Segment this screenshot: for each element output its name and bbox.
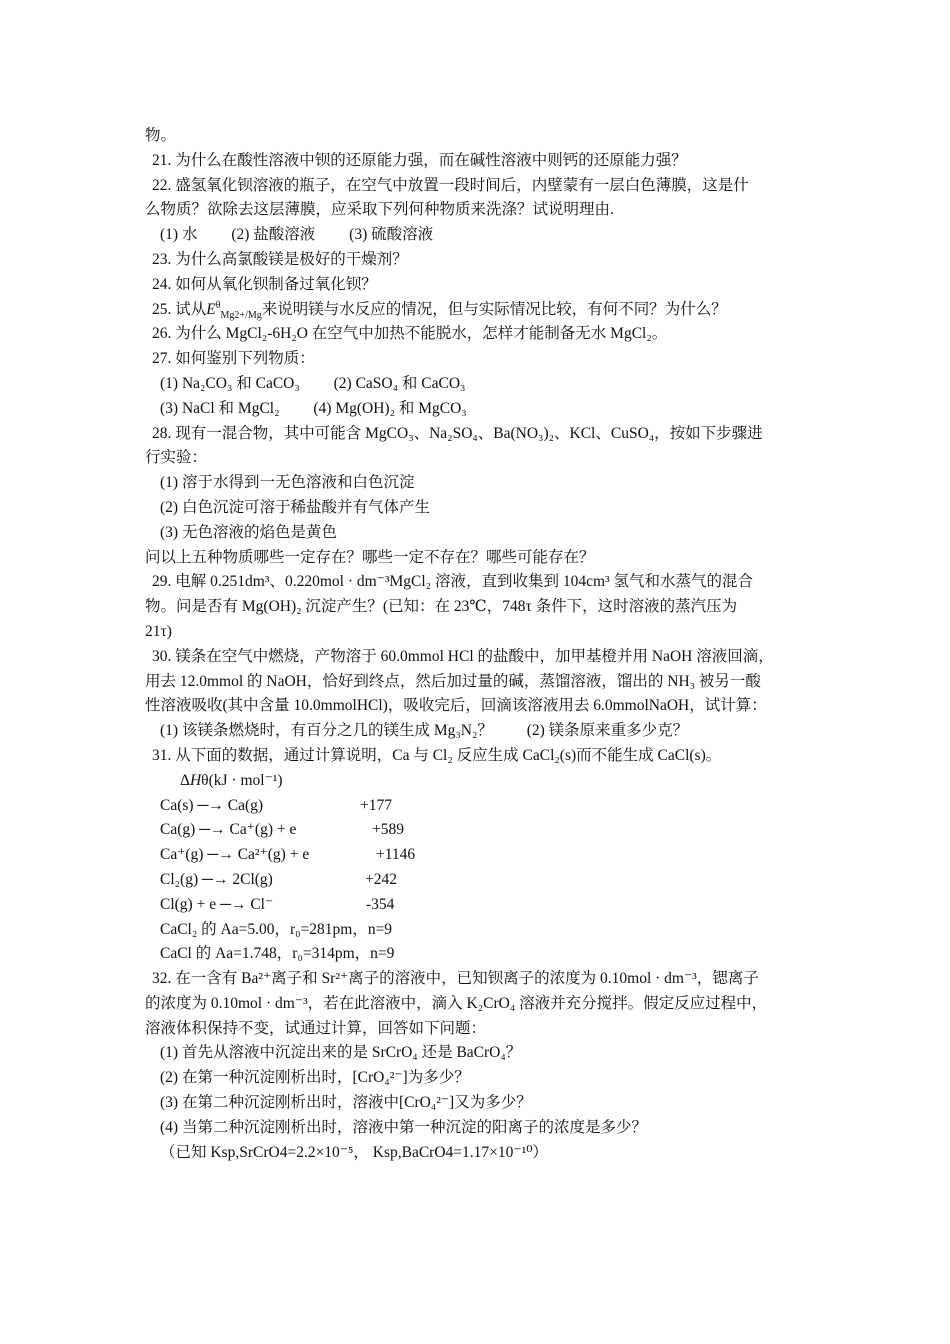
q25-subscript: Mg2+/Mg: [220, 309, 262, 321]
reaction-row: [145, 843, 810, 868]
enthalpy-value: +177: [360, 796, 392, 814]
question-22-options: [145, 223, 810, 248]
question-22-cont: 么物质？欲除去这层薄膜，应采取下列何种物质来洗涤？试说明理由.: [145, 201, 614, 219]
lattice-constants-cacl2: CaCl₂ 的 Aa=5.00，r₀=281pm，n=9: [160, 920, 393, 938]
reaction-row: [145, 893, 810, 918]
reaction: Cl₂(g) ─→ 2Cl(g): [160, 870, 273, 888]
question-30-cont2: 性溶液吸收(其中含量 10.0mmolHCl)，吸收完后，回滴该溶液用去 6.0mmolNaOH，试计算：: [145, 697, 767, 715]
question-23: 23. 为什么高氯酸镁是极好的干燥剂？: [152, 250, 408, 268]
enthalpy-value: +589: [372, 821, 404, 839]
q25-degree: θ: [215, 299, 221, 311]
q25-prefix: 25. 试从: [152, 300, 207, 318]
question-32-part-4: (4) 当第二种沉淀刚析出时，溶液中第一种沉淀的阳离子的浓度是多少？: [160, 1118, 647, 1136]
reaction-row: [145, 868, 810, 893]
question-28-cont: 行实验：: [145, 449, 208, 467]
question-31: 31. 从下面的数据，通过计算说明，Ca 与 Cl₂ 反应生成 CaCl₂(s)而不能生成 CaCl(s)。: [152, 746, 722, 764]
question-28: 28. 现有一混合物，其中可能含 MgCO₃、Na₂SO₄、Ba(NO₃)₂、KCl、CuSO₄，按如下步骤进: [152, 424, 763, 442]
question-30-cont: 用去 12.0mmol 的 NaOH，恰好到终点，然后加过量的碱，蒸馏溶液，馏出的 NH₃ 被另一酸: [145, 672, 761, 690]
question-27-options-b: [145, 397, 810, 422]
question-32-part-2: (2) 在第一种沉淀刚析出时，[CrO₄²⁻]为多少？: [160, 1069, 470, 1087]
question-29: 29. 电解 0.251dm³、0.220mol · dm⁻³MgCl₂ 溶液，直到收集到 104cm³ 氢气和水蒸气的混合: [152, 573, 754, 591]
option-1: (1) 该镁条燃烧时，有百分之几的镁生成 Mg₃N₂？: [160, 722, 493, 740]
question-28-step-2: (2) 白色沉淀可溶于稀盐酸并有气体产生: [160, 498, 430, 516]
reaction: Cl(g) + e ─→ Cl⁻: [160, 895, 274, 913]
question-27: 27. 如何鉴别下列物质：: [152, 350, 315, 368]
solubility-constants: （已知 Ksp,SrCrO4=2.2×10⁻⁵， Ksp,BaCrO4=1.17×10⁻¹⁰）: [160, 1143, 548, 1161]
reaction-row: [145, 794, 810, 819]
enthalpy-symbol: H: [189, 771, 202, 789]
question-32: 32. 在一含有 Ba²⁺离子和 Sr²⁺离子的溶液中，已知钡离子的浓度为 0.10mol · dm⁻³，锶离子: [152, 970, 759, 988]
question-26: 26. 为什么 MgCl₂-6H₂O 在空气中加热不能脱水，怎样才能制备无水 MgCl₂。: [152, 325, 668, 343]
question-27-options-a: [145, 372, 810, 397]
question-28-step-3: (3) 无色溶液的焰色是黄色: [160, 523, 337, 541]
lattice-constants-cacl: CaCl 的 Aa=1.748，r₀=314pm，n=9: [160, 945, 395, 963]
question-32-cont: 的浓度为 0.10mol · dm⁻³，若在此溶液中，滴入 K₂CrO₄ 溶液并充分搅拌。假定反应过程中，: [145, 994, 768, 1012]
text-line: 物。: [145, 127, 177, 144]
enthalpy-value: +1146: [376, 846, 416, 864]
question-32-part-1: (1) 首先从溶液中沉淀出来的是 SrCrO₄ 还是 BaCrO₄？: [160, 1044, 522, 1062]
option-3: (3) NaCl 和 MgCl₂: [160, 399, 280, 417]
question-21: 21. 为什么在酸性溶液中钡的还原能力强，而在碱性溶液中则钙的还原能力强？: [152, 151, 687, 169]
delta-symbol: Δ: [180, 771, 190, 789]
reaction: Ca⁺(g) ─→ Ca²⁺(g) + e: [160, 846, 310, 864]
q25-text: 来说明镁与水反应的情况，但与实际情况比较，有何不同？为什么？: [261, 300, 727, 318]
reaction: Ca(g) ─→ Ca⁺(g) + e: [160, 821, 297, 839]
option-2: (2) 盐酸溶液: [231, 226, 316, 244]
option-2: (2) CaSO₄ 和 CaCO₃: [333, 374, 466, 392]
option-3: (3) 硫酸溶液: [349, 226, 434, 244]
question-32-part-3: (3) 在第二种沉淀刚析出时，溶液中[CrO₄²⁻]又为多少？: [160, 1094, 532, 1112]
question-25: [145, 298, 810, 323]
question-22: 22. 盛氢氧化钡溶液的瓶子，在空气中放置一段时间后，内壁蒙有一层白色薄膜，这是什: [152, 176, 749, 194]
document-body: [145, 124, 810, 1165]
question-28-step-1: (1) 溶于水得到一无色溶液和白色沉淀: [160, 474, 415, 492]
reaction-row: [145, 818, 810, 843]
question-32-cont2: 溶液体积保持不变，试通过计算，回答如下问题：: [145, 1019, 487, 1037]
question-30: 30. 镁条在空气中燃烧，产物溶于 60.0mmol HCl 的盐酸中，加甲基橙并用 NaOH 溶液回滴，: [152, 647, 774, 665]
question-24: 24. 如何从氧化钡制备过氧化钡？: [152, 275, 377, 293]
option-2: (2) 镁条原来重多少克？: [526, 722, 689, 740]
question-30-options: [145, 719, 810, 744]
option-1: (1) Na₂CO₃ 和 CaCO₃: [160, 374, 300, 392]
option-1: (1) 水: [160, 226, 198, 244]
option-4: (4) Mg(OH)₂ 和 MgCO₃: [313, 399, 467, 417]
question-28-ask: 问以上五种物质哪些一定存在？哪些一定不存在？哪些可能存在？: [145, 548, 595, 566]
question-29-cont2: 21τ): [145, 622, 172, 640]
q25-e-symbol: E: [206, 300, 216, 318]
reaction: Ca(s) ─→ Ca(g): [160, 796, 264, 814]
enthalpy-unit: θ(kJ · mol⁻¹): [201, 771, 283, 789]
enthalpy-header: [145, 769, 810, 794]
question-29-cont: 物。问是否有 Mg(OH)₂ 沉淀产生？(已知：在 23℃，748τ 条件下，这时溶液的蒸汽压为: [145, 598, 738, 616]
enthalpy-value: -354: [366, 895, 395, 913]
enthalpy-value: +242: [365, 870, 397, 888]
